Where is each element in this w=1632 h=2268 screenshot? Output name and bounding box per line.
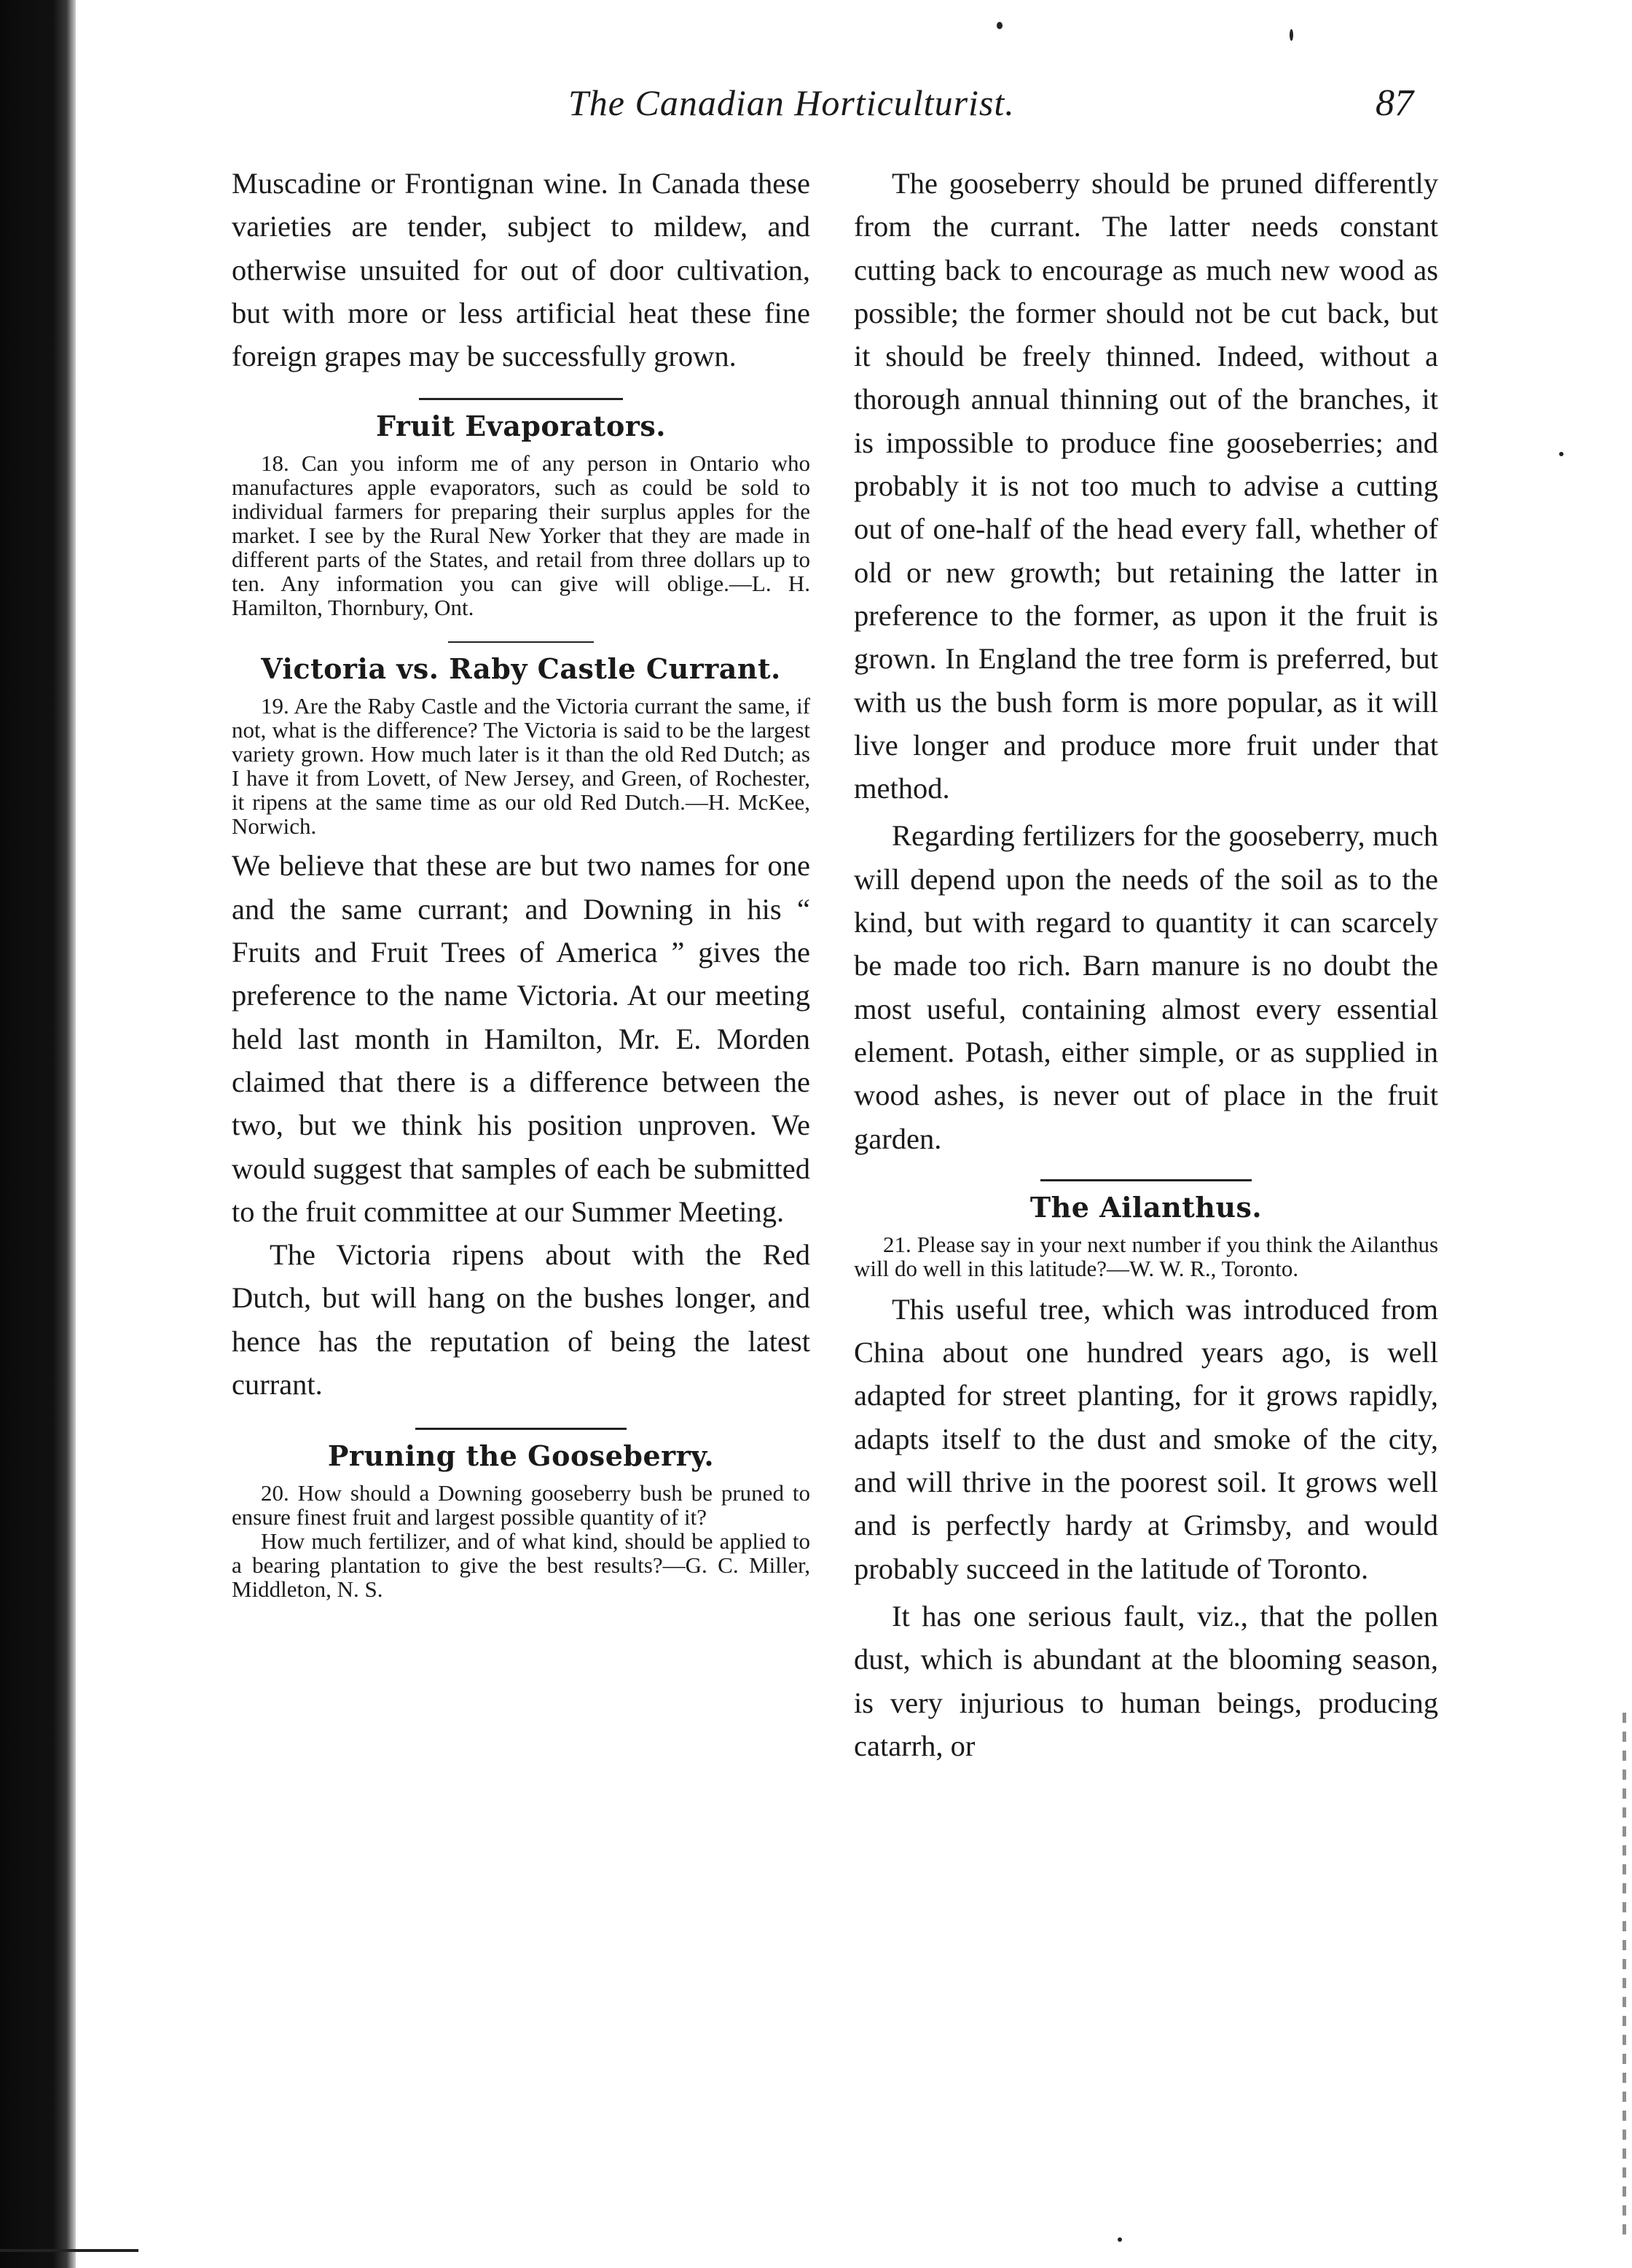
query-text: Please say in your next number if you think the Ailanthus will do well in this latitude?—W. W. R., Toronto. <box>854 1231 1439 1281</box>
ink-speck <box>1290 29 1293 41</box>
answer-ailanthus-2: It has one serious fault, viz., that the pollen dust, which is abundant at the blooming season, is very injurious to human beings, producing catarrh, or <box>854 1599 1438 1762</box>
section-rule <box>415 1428 627 1430</box>
answer-gooseberry-1: The gooseberry should be pruned differently from the currant. The latter needs constant cutting back to encourage as much new wood as possible; the former should not be cut back, but it should be freely thinned. Indeed, without a thorough annual thinning out of the branches, it is impossible to produce fine gooseberries; and probably it is not too much to advise a cutting out of one-half of the head every fall, whether of old or new growth; but retaining the latter in preference to the former, as upon it the fruit is grown. In England the tree form is preferred, but with us the bush form is more popular, as it will live longer and produce more fruit under that method. <box>854 167 1438 805</box>
query-19 <box>232 694 810 838</box>
right-column <box>854 162 1438 1767</box>
query-18 <box>232 451 810 619</box>
query-number: 20. <box>261 1480 289 1506</box>
page-edge-mark <box>1623 1713 1626 2237</box>
answer-ailanthus-1: This useful tree, which was introduced from China about one hundred years ago, is well adapted for street planting, for it grows rapidly, adapts itself to the dust and smoke of the city, and will thrive in the poorest soil. It grows well and is perfectly hardy at Grimsby, and would probably succeed in the latitude of Toronto. <box>854 1292 1438 1585</box>
query-number: 18. <box>261 450 289 477</box>
paragraph-grapes-continued: Muscadine or Frontignan wine. In Canada these varieties are tender, subject to mildew, and otherwise unsuited for out of door cultivation, but with more or less artificial heat these fine foreign grapes may be successfully grown. <box>232 167 810 373</box>
binding-rule <box>0 2249 138 2252</box>
query-text: How should a Downing gooseberry bush be pruned to ensure finest fruit and largest possible quantity of it? <box>232 1480 810 1530</box>
answer-victoria-2: The Victoria ripens about with the Red Dutch, but will hang on the bushes longer, and hence has the reputation of being the latest currant. <box>232 1238 810 1401</box>
heading-fruit-evaporators: Fruit Evaporators. <box>376 410 666 443</box>
ink-speck <box>1559 452 1564 456</box>
heading-ailanthus: The Ailanthus. <box>1029 1190 1263 1224</box>
section-rule <box>1040 1179 1252 1181</box>
ink-speck <box>997 22 1003 29</box>
query-number: 21. <box>883 1231 911 1257</box>
query-20 <box>232 1481 810 1529</box>
answer-victoria-1: We believe that these are but two names for one and the same currant; and Downing in his “ Fruits and Fruit Trees of America ” gives the preference to the name Victoria. At our meeting held last month in Hamilton, Mr. E. Morden claimed that there is a difference between the two, but we think his position unproven. We would suggest that samples of each be submitted to the fruit committee at our Summer Meeting. <box>232 849 810 1228</box>
binding-shadow <box>0 0 76 2268</box>
ink-speck <box>1118 2237 1122 2242</box>
query-number: 19. <box>261 693 289 719</box>
section-rule <box>448 641 594 643</box>
query-20-part-2: How much fertilizer, and of what kind, should be applied to a bearing plantation to give the best results?—G. C. Miller, Middleton, N. S. <box>232 1528 810 1603</box>
section-rule <box>419 398 623 400</box>
heading-victoria-vs-raby: Victoria vs. Raby Castle Currant. <box>261 652 781 686</box>
running-header-title: The Canadian Horticulturist. <box>568 82 1015 123</box>
query-21 <box>854 1232 1438 1280</box>
answer-gooseberry-2: Regarding fertilizers for the gooseberry, much will depend upon the needs of the soil as to the kind, but with regard to quantity it can scarcely be made too rich. Barn manure is no doubt the most useful, containing almost every essential element. Potash, either simple, or as supplied in wood ashes, is never out of place in the fruit garden. <box>854 819 1438 1155</box>
query-text: Are the Raby Castle and the Victoria currant the same, if not, what is the difference? The Victoria is said to be the largest variety grown. How much later is it than the old Red Dutch; as I have it from Lovett, of New Jersey, and Green, of Rochester, it ripens at the same time as our old Red Dutch.—H. McKee, Norwich. <box>232 693 810 840</box>
query-text: Can you inform me of any person in Ontario who manufactures apple evaporators, such as could be sold to individual farmers for preparing their surplus apples for the market. I see by the Rural New Yorker that they are made in different parts of the States, and retail from three dollars up to ten. Any information you can give will oblige.—L. H. Hamilton, Thornbury, Ont. <box>232 450 811 621</box>
heading-pruning-gooseberry: Pruning the Gooseberry. <box>327 1439 715 1473</box>
left-column <box>232 162 810 1601</box>
page-number: 87 <box>1376 82 1413 124</box>
